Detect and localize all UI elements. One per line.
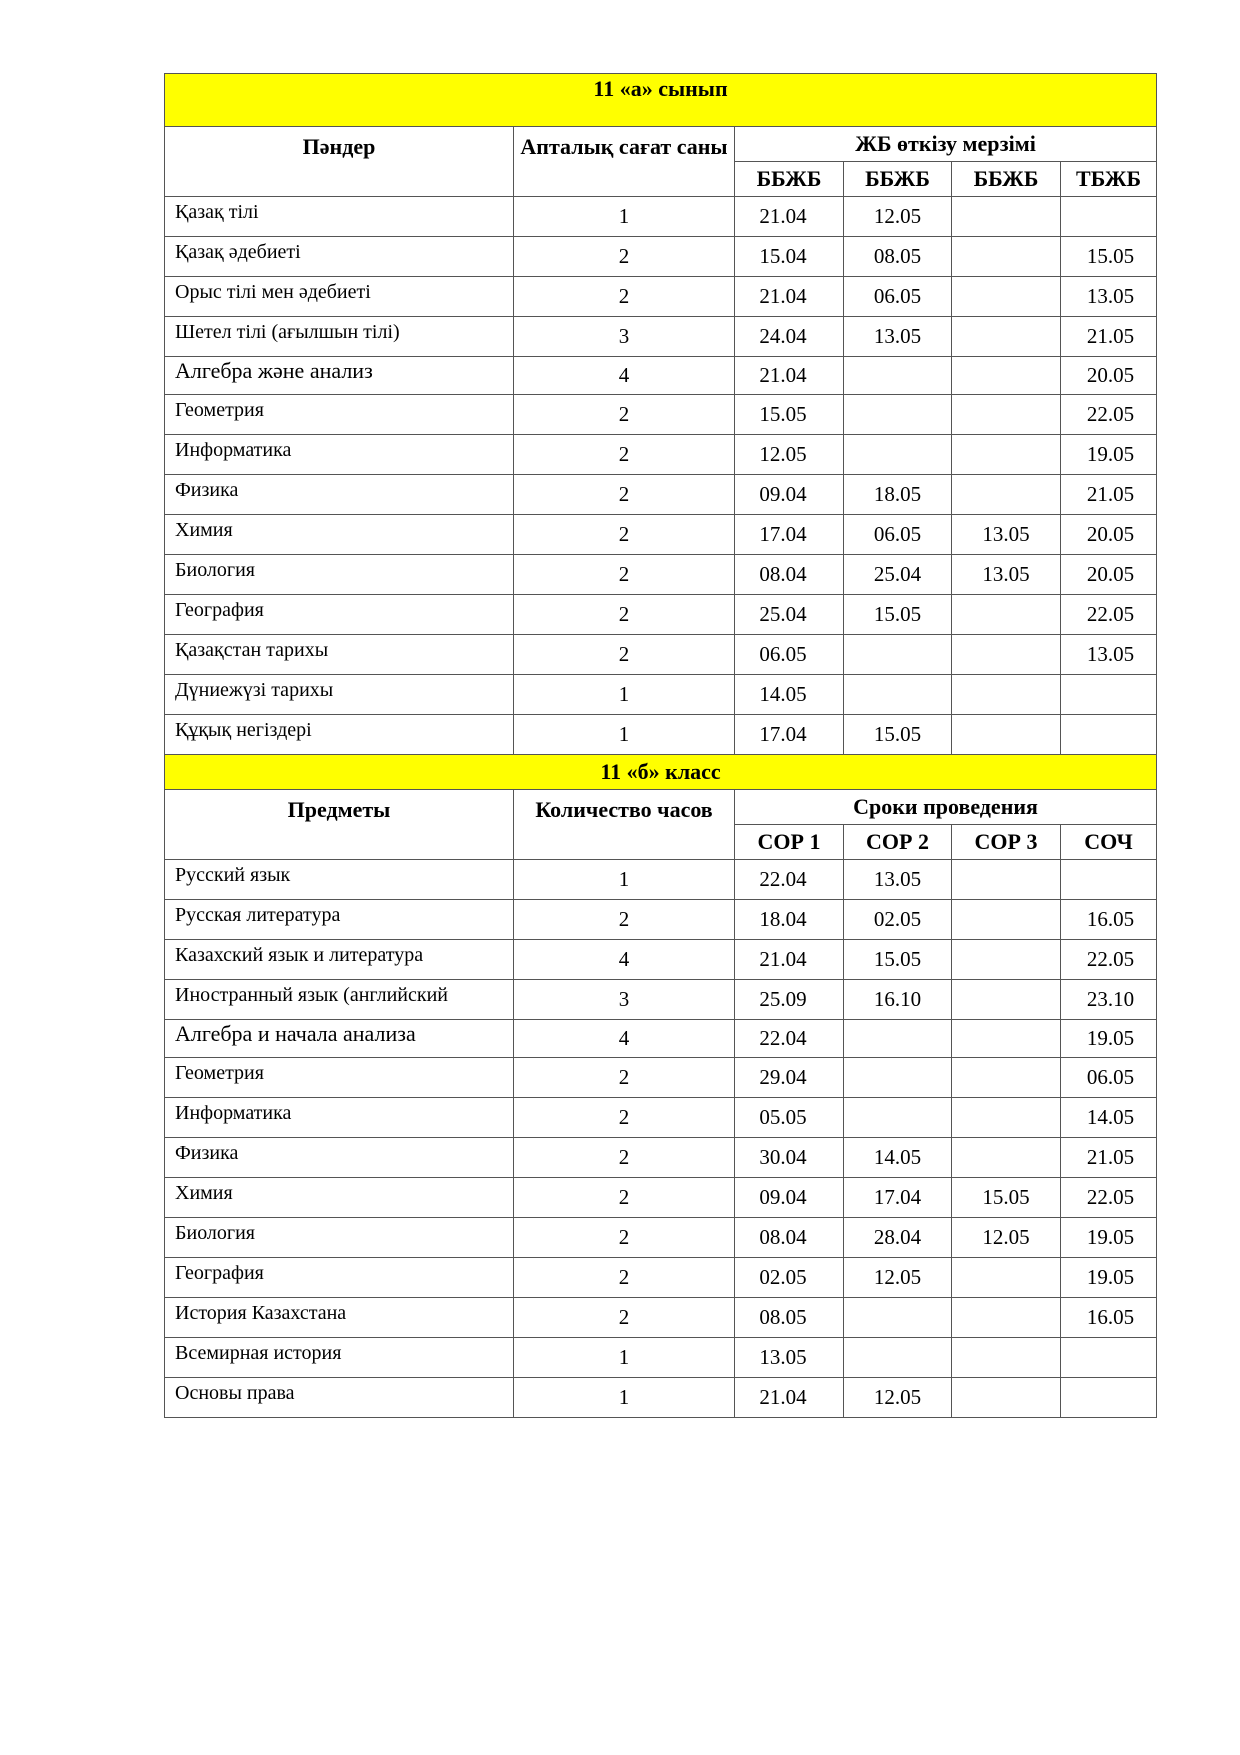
date-cell: 20.05 <box>1061 515 1157 555</box>
table-row <box>165 357 1157 395</box>
date-cell <box>844 1338 952 1378</box>
date-cell: 12.05 <box>844 197 952 237</box>
hours-cell: 4 <box>514 940 735 980</box>
date-cell: 06.05 <box>735 635 844 675</box>
date-cell <box>952 675 1061 715</box>
table-row <box>165 1178 1157 1218</box>
date-cell <box>952 1020 1061 1058</box>
date-cell <box>952 1378 1061 1418</box>
date-cell <box>1061 1378 1157 1418</box>
class-title: 11 «а» сынып <box>165 74 1157 127</box>
date-cell <box>952 595 1061 635</box>
subject-cell: География <box>165 1258 514 1298</box>
date-cell: 13.05 <box>1061 635 1157 675</box>
subject-cell: Физика <box>165 1138 514 1178</box>
date-cell: 22.05 <box>1061 1178 1157 1218</box>
date-cell: 18.05 <box>844 475 952 515</box>
table-row <box>165 515 1157 555</box>
subject-cell: Геометрия <box>165 395 514 435</box>
hours-cell: 1 <box>514 197 735 237</box>
subject-cell: Основы права <box>165 1378 514 1418</box>
date-cell <box>952 197 1061 237</box>
date-cell: 08.05 <box>844 237 952 277</box>
date-cell: 21.04 <box>735 197 844 237</box>
date-cell: 25.04 <box>735 595 844 635</box>
class-title: 11 «б» класс <box>165 755 1157 790</box>
dates-group-header: Сроки проведения <box>735 790 1157 825</box>
table-row <box>165 595 1157 635</box>
subject-cell: Шетел тілі (ағылшын тілі) <box>165 317 514 357</box>
date-cell: 14.05 <box>1061 1098 1157 1138</box>
date-cell <box>844 1298 952 1338</box>
subject-cell: Геометрия <box>165 1058 514 1098</box>
date-cell: 15.05 <box>1061 237 1157 277</box>
class-title-row <box>165 74 1157 127</box>
subject-cell: Химия <box>165 1178 514 1218</box>
hours-cell: 1 <box>514 675 735 715</box>
date-cell <box>844 435 952 475</box>
subject-cell: История Казахстана <box>165 1298 514 1338</box>
subject-cell: География <box>165 595 514 635</box>
table-row <box>165 237 1157 277</box>
date-cell: 16.05 <box>1061 900 1157 940</box>
date-cell: 13.05 <box>1061 277 1157 317</box>
hours-cell: 2 <box>514 395 735 435</box>
date-cell: 14.05 <box>735 675 844 715</box>
assessment-column-header: СОР 2 <box>844 825 952 860</box>
table-row <box>165 317 1157 357</box>
date-cell: 17.04 <box>735 715 844 755</box>
date-cell: 22.05 <box>1061 940 1157 980</box>
subject-cell: Информатика <box>165 435 514 475</box>
table-row <box>165 197 1157 237</box>
date-cell: 12.05 <box>735 435 844 475</box>
subject-cell: Физика <box>165 475 514 515</box>
date-cell <box>952 980 1061 1020</box>
date-cell: 12.05 <box>844 1258 952 1298</box>
hours-header: Количество часов <box>514 790 735 860</box>
date-cell: 21.05 <box>1061 317 1157 357</box>
subject-cell: Алгебра и начала анализа <box>165 1020 514 1058</box>
hours-cell: 3 <box>514 980 735 1020</box>
date-cell <box>952 435 1061 475</box>
date-cell <box>844 675 952 715</box>
date-cell <box>844 635 952 675</box>
hours-cell: 1 <box>514 860 735 900</box>
date-cell: 13.05 <box>952 515 1061 555</box>
dates-group-header: ЖБ өткізу мерзімі <box>735 127 1157 162</box>
subject-cell: Қазақ әдебиеті <box>165 237 514 277</box>
hours-cell: 1 <box>514 1338 735 1378</box>
date-cell <box>952 1138 1061 1178</box>
assessment-column-header: ББЖБ <box>844 162 952 197</box>
date-cell: 13.05 <box>952 555 1061 595</box>
assessment-column-header: СОЧ <box>1061 825 1157 860</box>
assessment-column-header: СОР 1 <box>735 825 844 860</box>
date-cell: 08.04 <box>735 555 844 595</box>
subject-header: Предметы <box>165 790 514 860</box>
date-cell: 28.04 <box>844 1218 952 1258</box>
date-cell <box>952 1338 1061 1378</box>
hours-cell: 2 <box>514 277 735 317</box>
hours-header: Апталық сағат саны <box>514 127 735 197</box>
date-cell <box>1061 715 1157 755</box>
table-row <box>165 1020 1157 1058</box>
assessment-column-header: ББЖБ <box>735 162 844 197</box>
date-cell: 12.05 <box>952 1218 1061 1258</box>
date-cell: 17.04 <box>735 515 844 555</box>
table-row <box>165 675 1157 715</box>
date-cell <box>952 1098 1061 1138</box>
table-row <box>165 1298 1157 1338</box>
date-cell: 12.05 <box>844 1378 952 1418</box>
date-cell: 21.04 <box>735 277 844 317</box>
date-cell: 08.04 <box>735 1218 844 1258</box>
date-cell: 19.05 <box>1061 435 1157 475</box>
date-cell: 13.05 <box>844 860 952 900</box>
table-row <box>165 715 1157 755</box>
date-cell: 06.05 <box>844 277 952 317</box>
assessment-column-header: ББЖБ <box>952 162 1061 197</box>
date-cell: 25.04 <box>844 555 952 595</box>
date-cell <box>952 900 1061 940</box>
date-cell: 06.05 <box>1061 1058 1157 1098</box>
table-row <box>165 1338 1157 1378</box>
date-cell: 09.04 <box>735 475 844 515</box>
table-row <box>165 900 1157 940</box>
table-row <box>165 395 1157 435</box>
date-cell <box>952 277 1061 317</box>
assessment-column-header: СОР 3 <box>952 825 1061 860</box>
date-cell: 18.04 <box>735 900 844 940</box>
date-cell: 19.05 <box>1061 1218 1157 1258</box>
date-cell: 15.05 <box>844 595 952 635</box>
date-cell <box>844 395 952 435</box>
table-row <box>165 635 1157 675</box>
date-cell: 22.04 <box>735 1020 844 1058</box>
date-cell <box>952 715 1061 755</box>
table-row <box>165 1258 1157 1298</box>
hours-cell: 1 <box>514 715 735 755</box>
date-cell: 20.05 <box>1061 555 1157 595</box>
schedule-table <box>164 73 1157 1418</box>
hours-cell: 2 <box>514 475 735 515</box>
table-row <box>165 475 1157 515</box>
subject-cell: Биология <box>165 1218 514 1258</box>
date-cell <box>1061 197 1157 237</box>
subject-cell: Химия <box>165 515 514 555</box>
hours-cell: 2 <box>514 1058 735 1098</box>
date-cell: 22.04 <box>735 860 844 900</box>
subject-header: Пәндер <box>165 127 514 197</box>
date-cell <box>1061 860 1157 900</box>
date-cell: 20.05 <box>1061 357 1157 395</box>
hours-cell: 2 <box>514 595 735 635</box>
hours-cell: 2 <box>514 555 735 595</box>
date-cell <box>844 1020 952 1058</box>
date-cell: 23.10 <box>1061 980 1157 1020</box>
date-cell: 25.09 <box>735 980 844 1020</box>
date-cell: 15.05 <box>952 1178 1061 1218</box>
schedule-body <box>165 74 1157 1418</box>
date-cell: 21.05 <box>1061 1138 1157 1178</box>
date-cell: 21.04 <box>735 940 844 980</box>
table-row <box>165 1138 1157 1178</box>
subject-cell: Орыс тілі мен әдебиеті <box>165 277 514 317</box>
table-row <box>165 1058 1157 1098</box>
table-row <box>165 1218 1157 1258</box>
hours-cell: 3 <box>514 317 735 357</box>
date-cell <box>952 1298 1061 1338</box>
header-row <box>165 127 1157 162</box>
date-cell <box>1061 675 1157 715</box>
date-cell: 15.05 <box>844 715 952 755</box>
table-row <box>165 940 1157 980</box>
date-cell <box>952 317 1061 357</box>
table-row <box>165 1098 1157 1138</box>
hours-cell: 2 <box>514 1258 735 1298</box>
date-cell: 16.05 <box>1061 1298 1157 1338</box>
date-cell: 09.04 <box>735 1178 844 1218</box>
subject-cell: Алгебра және анализ <box>165 357 514 395</box>
date-cell <box>844 1058 952 1098</box>
date-cell: 21.05 <box>1061 475 1157 515</box>
date-cell: 13.05 <box>735 1338 844 1378</box>
hours-cell: 2 <box>514 635 735 675</box>
date-cell: 15.05 <box>844 940 952 980</box>
hours-cell: 1 <box>514 1378 735 1418</box>
hours-cell: 2 <box>514 237 735 277</box>
header-row <box>165 790 1157 825</box>
table-row <box>165 555 1157 595</box>
date-cell: 15.05 <box>735 395 844 435</box>
date-cell: 14.05 <box>844 1138 952 1178</box>
date-cell: 08.05 <box>735 1298 844 1338</box>
subject-cell: Русская литература <box>165 900 514 940</box>
date-cell: 16.10 <box>844 980 952 1020</box>
date-cell <box>844 357 952 395</box>
subject-cell: Всемирная история <box>165 1338 514 1378</box>
subject-cell: Информатика <box>165 1098 514 1138</box>
subject-cell: Құқық негіздері <box>165 715 514 755</box>
subject-cell: Русский язык <box>165 860 514 900</box>
hours-cell: 4 <box>514 357 735 395</box>
date-cell <box>952 1258 1061 1298</box>
date-cell <box>952 395 1061 435</box>
date-cell <box>952 940 1061 980</box>
date-cell: 19.05 <box>1061 1258 1157 1298</box>
table-row <box>165 980 1157 1020</box>
subject-cell: Казахский язык и литература <box>165 940 514 980</box>
date-cell: 17.04 <box>844 1178 952 1218</box>
date-cell: 22.05 <box>1061 395 1157 435</box>
date-cell <box>952 237 1061 277</box>
table-row <box>165 860 1157 900</box>
date-cell: 02.05 <box>844 900 952 940</box>
hours-cell: 2 <box>514 435 735 475</box>
hours-cell: 2 <box>514 1218 735 1258</box>
date-cell: 30.04 <box>735 1138 844 1178</box>
date-cell: 19.05 <box>1061 1020 1157 1058</box>
hours-cell: 2 <box>514 1098 735 1138</box>
subject-cell: Иностранный язык (английский <box>165 980 514 1020</box>
subject-cell: Қазақстан тарихы <box>165 635 514 675</box>
date-cell: 29.04 <box>735 1058 844 1098</box>
hours-cell: 2 <box>514 1138 735 1178</box>
table-row <box>165 1378 1157 1418</box>
date-cell: 05.05 <box>735 1098 844 1138</box>
subject-cell: Қазақ тілі <box>165 197 514 237</box>
date-cell: 24.04 <box>735 317 844 357</box>
date-cell: 02.05 <box>735 1258 844 1298</box>
date-cell <box>952 1058 1061 1098</box>
hours-cell: 2 <box>514 515 735 555</box>
subject-cell: Биология <box>165 555 514 595</box>
date-cell <box>952 475 1061 515</box>
table-row <box>165 435 1157 475</box>
date-cell <box>844 1098 952 1138</box>
table-row <box>165 277 1157 317</box>
class-title-row <box>165 755 1157 790</box>
hours-cell: 2 <box>514 900 735 940</box>
date-cell <box>952 860 1061 900</box>
date-cell <box>1061 1338 1157 1378</box>
date-cell <box>952 635 1061 675</box>
subject-cell: Дүниежүзі тарихы <box>165 675 514 715</box>
hours-cell: 4 <box>514 1020 735 1058</box>
date-cell: 06.05 <box>844 515 952 555</box>
date-cell <box>952 357 1061 395</box>
date-cell: 21.04 <box>735 1378 844 1418</box>
assessment-column-header: ТБЖБ <box>1061 162 1157 197</box>
hours-cell: 2 <box>514 1178 735 1218</box>
date-cell: 13.05 <box>844 317 952 357</box>
date-cell: 21.04 <box>735 357 844 395</box>
date-cell: 22.05 <box>1061 595 1157 635</box>
hours-cell: 2 <box>514 1298 735 1338</box>
date-cell: 15.04 <box>735 237 844 277</box>
